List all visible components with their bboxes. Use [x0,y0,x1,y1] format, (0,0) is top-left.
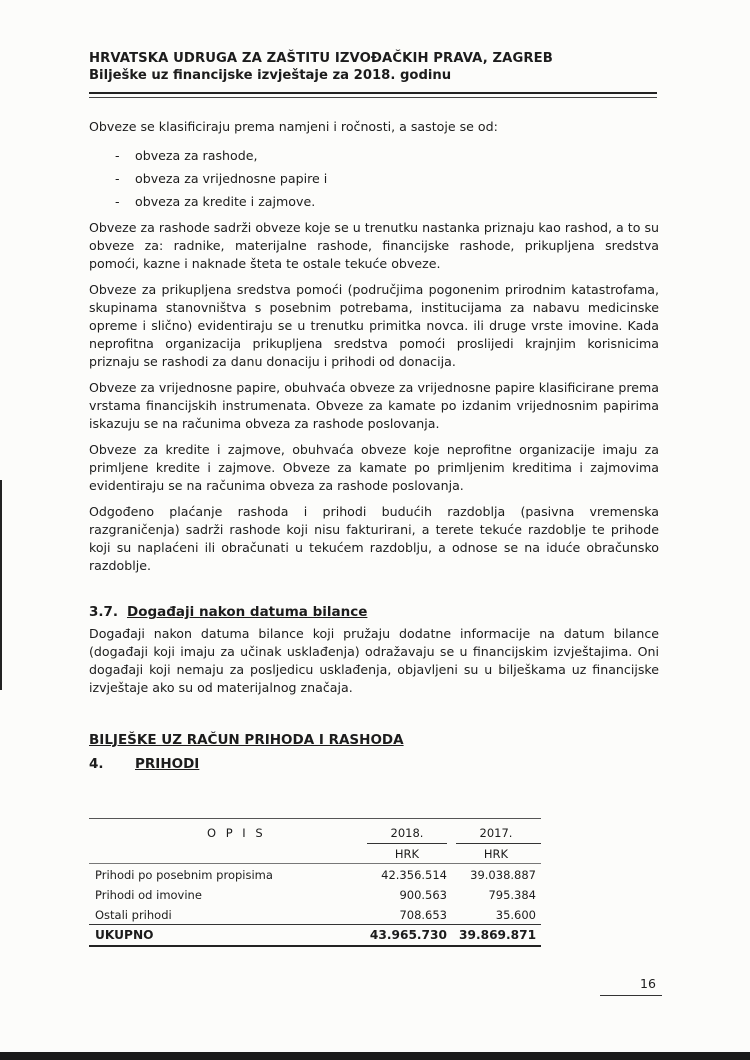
intro-paragraph: Obveze se klasificiraju prema namjeni i ročnosti, a sastoje se od: [89,119,498,134]
section-3-7-heading [89,603,659,621]
currency-label-2018: HRK [394,847,420,861]
paragraph: Obveze za kredite i zajmove, obuhvaća obveze koje neprofitne organizacije imaju za primljene kredite i zajmove. Obveze za kamate po primljenim kreditima i zajmovima evidentiraju se na računima obveza za rashode poslovanja. [89,442,659,493]
paragraph: Obveze za prikupljena sredstva pomoći (područjima pogonenim prirodnim katastrofama, skupinama stanovništva s posebnim potrebama, institucijama za nabavu medicinske opreme i slično) evidentiraju se u trenutku primitka novca. ili druge vrste imovine. Kada neprofitna organizacija prikupljena sredstva pomoći proslijedi krajnjim korisnicima priznaju se rashodi za danu donaciju i prihodi od donacija. [89,282,659,369]
page-number: 16 [640,976,656,991]
table-row [89,886,541,904]
row-description: Prihodi po posebnim propisima [95,868,273,882]
section-4-heading [89,755,659,773]
header-rule-thin [89,97,657,98]
row-value-2018: 42.356.514 [381,868,447,882]
obligation-types-list [89,144,659,213]
section-title: PRIHODI [135,756,200,772]
row-value-2018: 900.563 [399,888,447,902]
row-value-2017: 795.384 [488,888,536,902]
total-label: UKUPNO [95,928,154,942]
table-row [89,906,541,924]
page-number-rule [600,995,662,996]
year-underline [367,843,447,844]
year-underline [456,843,541,844]
section-number: 3.7. [89,604,119,620]
table-header-row [89,824,541,842]
section-number: 4. [89,756,104,772]
paragraph: Obveze za rashode sadrži obveze koje se u trenutku nastanka priznaju kao rashod, a to su obveze za: radnike, materijalne rashode, financijske rashode, prikupljena sredstva pomoći, kazne i naknade šteta te ostale tekuće obveze. [89,220,659,271]
scan-bottom-edge [0,1052,750,1060]
paragraph: Odgođeno plaćanje rashoda i prihodi budućih razdoblja (pasivna vremenska razgraničenja) sadrži rashode koji nisu fakturirani, a terete tekuće razdoblje te prihode koji su naplaćeni ili obračunati u tekućem razdoblju, a odnose se na iduće obračunsko razdoblje. [89,504,659,573]
total-value-2018: 43.965.730 [369,928,447,942]
section-3-7-paragraph: Događaji nakon datuma bilance koji pružaju dodatne informacije na datum bilance (događaji koji imaju za učinak usklađenja) odražavaju se u financijskim izvještajima. Oni događaji koji nemaju za posljedicu usklađenja, objavljeni su u bilješkama uz financijske izvještaje ako su od materijalnog značaja. [89,626,659,695]
table-header-rule [89,863,541,864]
table-top-rule [89,818,541,819]
paragraph: Obveze za vrijednosne papire, obuhvaća obveze za vrijednosne papire klasificirane prema vrstama financijskih instrumenata. Obveze za kamate po izdanim vrijednosnim papirima iskazuju se na računima obveza za rashode poslovanja. [89,380,659,431]
column-header-2017: 2017. [479,826,513,840]
header-organization: HRVATSKA UDRUGA ZA ZAŠTITU IZVOĐAČKIH PRAVA, ZAGREB [89,51,553,66]
currency-label-2017: HRK [483,847,509,861]
list-item: - obveza za rashode, [115,144,659,167]
body-content [89,118,659,799]
row-value-2017: 39.038.887 [470,868,536,882]
column-header-description: O P I S [207,826,266,840]
page-header [89,50,669,84]
notes-heading: BILJEŠKE UZ RAČUN PRIHODA I RASHODA [89,732,404,748]
table-currency-row [89,845,541,863]
table-subtotal-rule [89,924,541,925]
column-header-2018: 2018. [390,826,424,840]
header-rule-thick [89,92,657,94]
scan-edge-mark [0,480,2,690]
row-value-2018: 708.653 [399,908,447,922]
table-total-row [89,926,541,944]
table-row [89,866,541,884]
section-title: Događaji nakon datuma bilance [127,604,368,620]
total-value-2017: 39.869.871 [459,928,537,942]
list-item: - obveza za vrijednosne papire i [115,167,659,190]
row-value-2017: 35.600 [495,908,536,922]
header-document-title: Bilješke uz financijske izvještaje za 2018. godinu [89,68,452,83]
row-description: Prihodi od imovine [95,888,202,902]
list-item: - obveza za kredite i zajmove. [115,190,659,213]
table-total-rule [89,945,541,947]
row-description: Ostali prihodi [95,908,172,922]
